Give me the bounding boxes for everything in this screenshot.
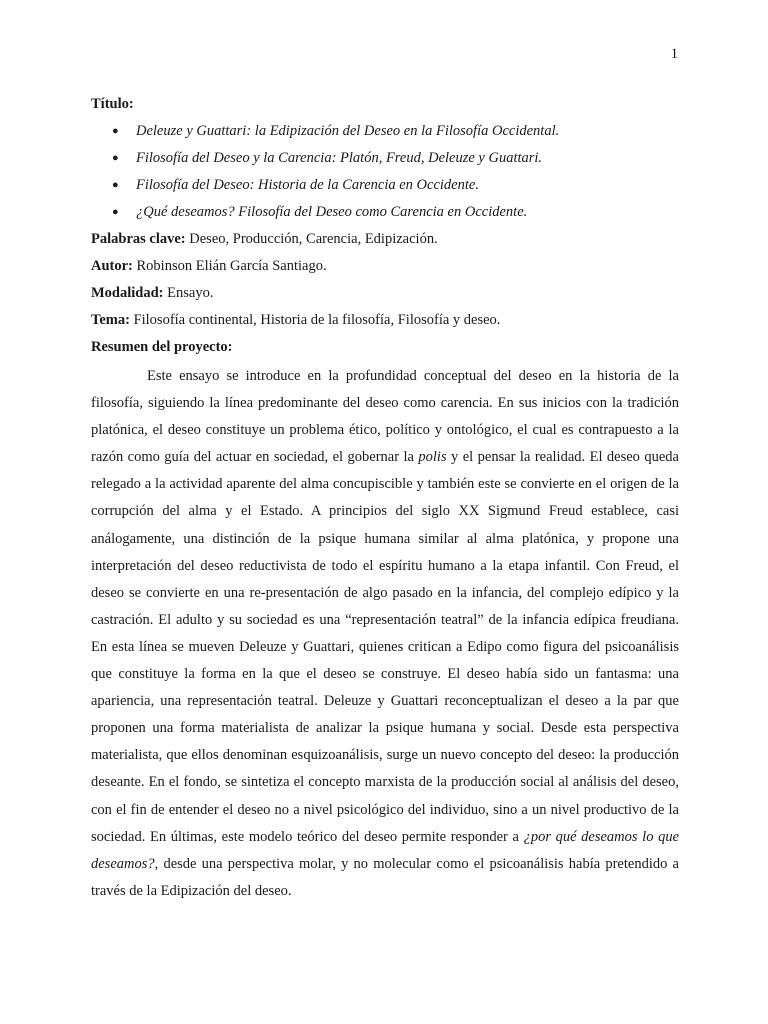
- titles-heading: [91, 93, 679, 115]
- summary-polis: polis: [418, 449, 447, 466]
- modality-line: [91, 282, 679, 304]
- modality-label: Modalidad:: [91, 285, 164, 301]
- bullet-icon: ●: [112, 125, 119, 137]
- summary-heading: [91, 336, 679, 358]
- topic-value: Filosofía continental, Historia de la filosofía, Filosofía y deseo.: [133, 312, 501, 328]
- summary-question: ¿por qué deseamos lo que deseamos?: [91, 828, 679, 872]
- bullet-icon: ●: [112, 206, 119, 218]
- keywords-label: Palabras clave:: [91, 231, 186, 247]
- title-text: Filosofía del Deseo: Historia de la Carencia en Occidente.: [136, 177, 479, 193]
- title-text: ¿Qué deseamos? Filosofía del Deseo como Carencia en Occidente.: [136, 204, 528, 220]
- title-item: [91, 120, 679, 142]
- title-text: Deleuze y Guattari: la Edipización del Deseo en la Filosofía Occidental.: [136, 123, 560, 139]
- summary-paragraph: [91, 363, 679, 905]
- modality-value: Ensayo.: [167, 285, 214, 301]
- title-item: [91, 174, 679, 196]
- topic-line: [91, 309, 679, 331]
- author-value: Robinson Elián García Santiago.: [136, 258, 327, 274]
- topic-label: Tema:: [91, 312, 130, 328]
- title-text: Filosofía del Deseo y la Carencia: Platón, Freud, Deleuze y Guattari.: [136, 150, 543, 166]
- title-item: [91, 201, 679, 223]
- titles-label: Título:: [91, 96, 134, 112]
- titles-list: [91, 120, 679, 223]
- author-line: [91, 255, 679, 277]
- title-item: [91, 147, 679, 169]
- summary-label: Resumen del proyecto:: [91, 339, 233, 355]
- bullet-icon: ●: [112, 179, 119, 191]
- summary-text-part1: Este ensayo se introduce en la profundidad conceptual del deseo en la historia de la filosofía, siguiendo la línea predominante del deseo como carencia. En sus inicios con la tradición platónica, el deseo constituye un problema ético, político y ontológico, el cual es contrapuesto a la razón como guía del actuar en sociedad, el gobernar la: [91, 368, 679, 466]
- summary-text-part2: y el pensar la realidad. El deseo queda relegado a la actividad aparente del alma concupiscible y también este se convierte en el origen de la corrupción del alma y el Estado. A principios del siglo XX Sigmund Freud establece, casi análogamente, una distinción de la psique humana similar al alma platónica, y propone una interpretación del deseo reductivista de todo el espíritu humano a la etapa infantil. Con Freud, el deseo se convierte en una re-presentación de algo pasado en la infancia, del complejo edípico y la castración. El adulto y su sociedad es una “representación teatral” de la infancia edípica freudiana. En esta línea se mueven Deleuze y Guattari, quienes critican a Edipo como figura del psicoanálisis que constituye la forma en la que el deseo se construye. El deseo había sido un fantasma: una apariencia, una representación teatral. Deleuze y Guattari reconceptualizan el deseo a la par que proponen una forma materialista de analizar la psique humana y social. Desde esta perspectiva materialista, que ellos denominan esquizoanálisis, surge un nuevo concepto del deseo: la producción deseante. En el fondo, se sintetiza el concepto marxista de la producción social al análisis del deseo, con el fin de entender el deseo no a nivel psicológico del individuo, sino a un nivel productivo de la sociedad. En últimas, este modelo teórico del deseo permite responder a: [91, 449, 679, 845]
- author-label: Autor:: [91, 258, 133, 274]
- bullet-icon: ●: [112, 152, 119, 164]
- document-body: [91, 93, 679, 905]
- summary-text-part3: , desde una perspectiva molar, y no molecular como el psicoanálisis había pretendido a través de la Edipización del deseo.: [91, 855, 679, 899]
- keywords-line: [91, 228, 679, 250]
- keywords-value: Deseo, Producción, Carencia, Edipización.: [189, 231, 438, 247]
- page-number: 1: [670, 46, 678, 62]
